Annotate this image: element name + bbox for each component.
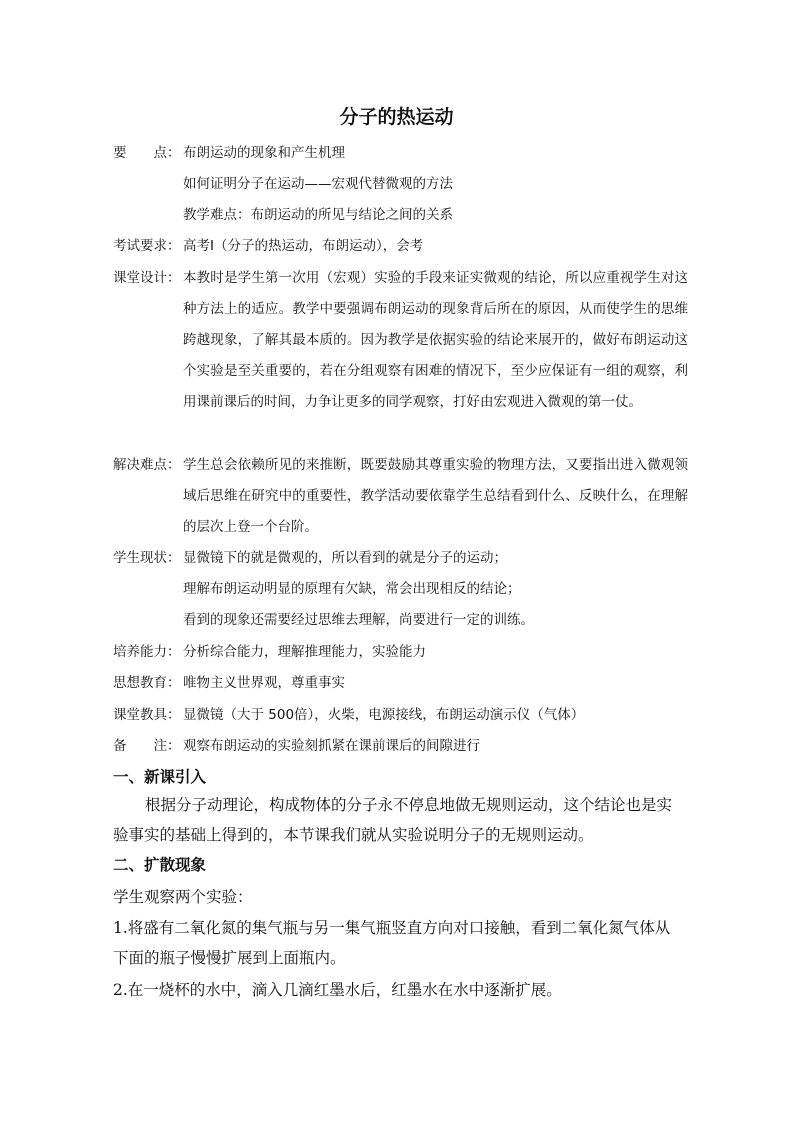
section-1-heading: 一、新课引入 [113, 768, 207, 786]
design-label: 课堂设计： [113, 270, 181, 286]
points-line-2: 如何证明分子在运动——宏观代替微观的方法 [183, 176, 453, 192]
education-label: 思想教育： [113, 675, 181, 691]
education-row [113, 668, 693, 699]
section-2-heading: 二、扩散现象 [113, 856, 207, 874]
status-label: 学生现状： [113, 550, 181, 566]
exam-label: 考试要求： [113, 238, 181, 254]
note-label: 备 注： [113, 738, 181, 754]
section-2-item-1: 1.将盛有二氧化氮的集气瓶与另一集气瓶竖直方向对口接触，看到二氧化氮气体从下面的瓶子慢慢扩展到上面瓶内。 [113, 919, 671, 967]
tools-text: 显微镜（大于 500倍），火柴，电源接线，布朗运动演示仪（气体） [183, 707, 585, 723]
note-text: 观察布朗运动的实验刻抓紧在课前课后的间隙进行 [183, 738, 480, 754]
status-line-3: 看到的现象还需要经过思维去理解，尚要进行一定的训练。 [183, 612, 534, 628]
points-label: 要 点： [113, 145, 181, 161]
note-row [113, 731, 693, 762]
exam-text: 高考Ⅰ（分子的热运动，布朗运动），会考 [183, 238, 424, 254]
ability-text: 分析综合能力，理解推理能力，实验能力 [183, 644, 426, 660]
status-row [113, 543, 693, 574]
section-1-text: 根据分子动理论，构成物体的分子永不停息地做无规则运动，这个结论也是实验事实的基础上得到的，本节课我们就从实验说明分子的无规则运动。 [113, 796, 673, 844]
status-line-1: 显微镜下的就是微观的，所以看到的就是分子的运动； [183, 550, 507, 566]
status-line-2: 理解布朗运动明显的原理有欠缺，常会出现相反的结论； [183, 581, 521, 597]
tools-row [113, 700, 693, 731]
points-line-3: 教学难点：布朗运动的所见与结论之间的关系 [183, 207, 453, 223]
difficulty-label: 解决难点： [113, 457, 181, 473]
difficulty-text: 学生总会依赖所见的来推断，既要鼓励其尊重实验的物理方法，又要指出进入微观领域后思维在研究中的重要性，教学活动要依靠学生总结看到什么、反映什么，在理解的层次上登一个台阶。 [183, 457, 688, 535]
difficulty-paragraph [113, 450, 688, 543]
points-line-1: 布朗运动的现象和产生机理 [183, 145, 345, 161]
section-2-item-2: 2.在一烧杯的水中，滴入几滴红墨水后，红墨水在水中逐渐扩展。 [113, 981, 562, 999]
ability-row [113, 637, 693, 668]
section-2-intro: 学生观察两个实验： [113, 888, 253, 906]
points-row [113, 138, 693, 169]
ability-label: 培养能力： [113, 644, 181, 660]
document-title: 分子的热运动 [339, 106, 454, 128]
education-text: 唯物主义世界观，尊重事实 [183, 675, 345, 691]
design-text: 本教时是学生第一次用（宏观）实验的手段来证实微观的结论，所以应重视学生对这种方法上的适应。教学中要强调布朗运动的现象背后所在的原因，从而使学生的思维跨越现象，了解其最本质的。因为教学是依据实验的结论来展开的，做好布朗运动这个实验是至关重要的，若在分组观察有困难的情况下，至少应保证有一组的观察，利用课前课后的时间，力争让更多的同学观察，打好由宏观进入微观的第一仗。 [183, 270, 688, 410]
design-paragraph [113, 263, 688, 418]
exam-row [113, 231, 693, 262]
tools-label: 课堂教具： [113, 707, 181, 723]
